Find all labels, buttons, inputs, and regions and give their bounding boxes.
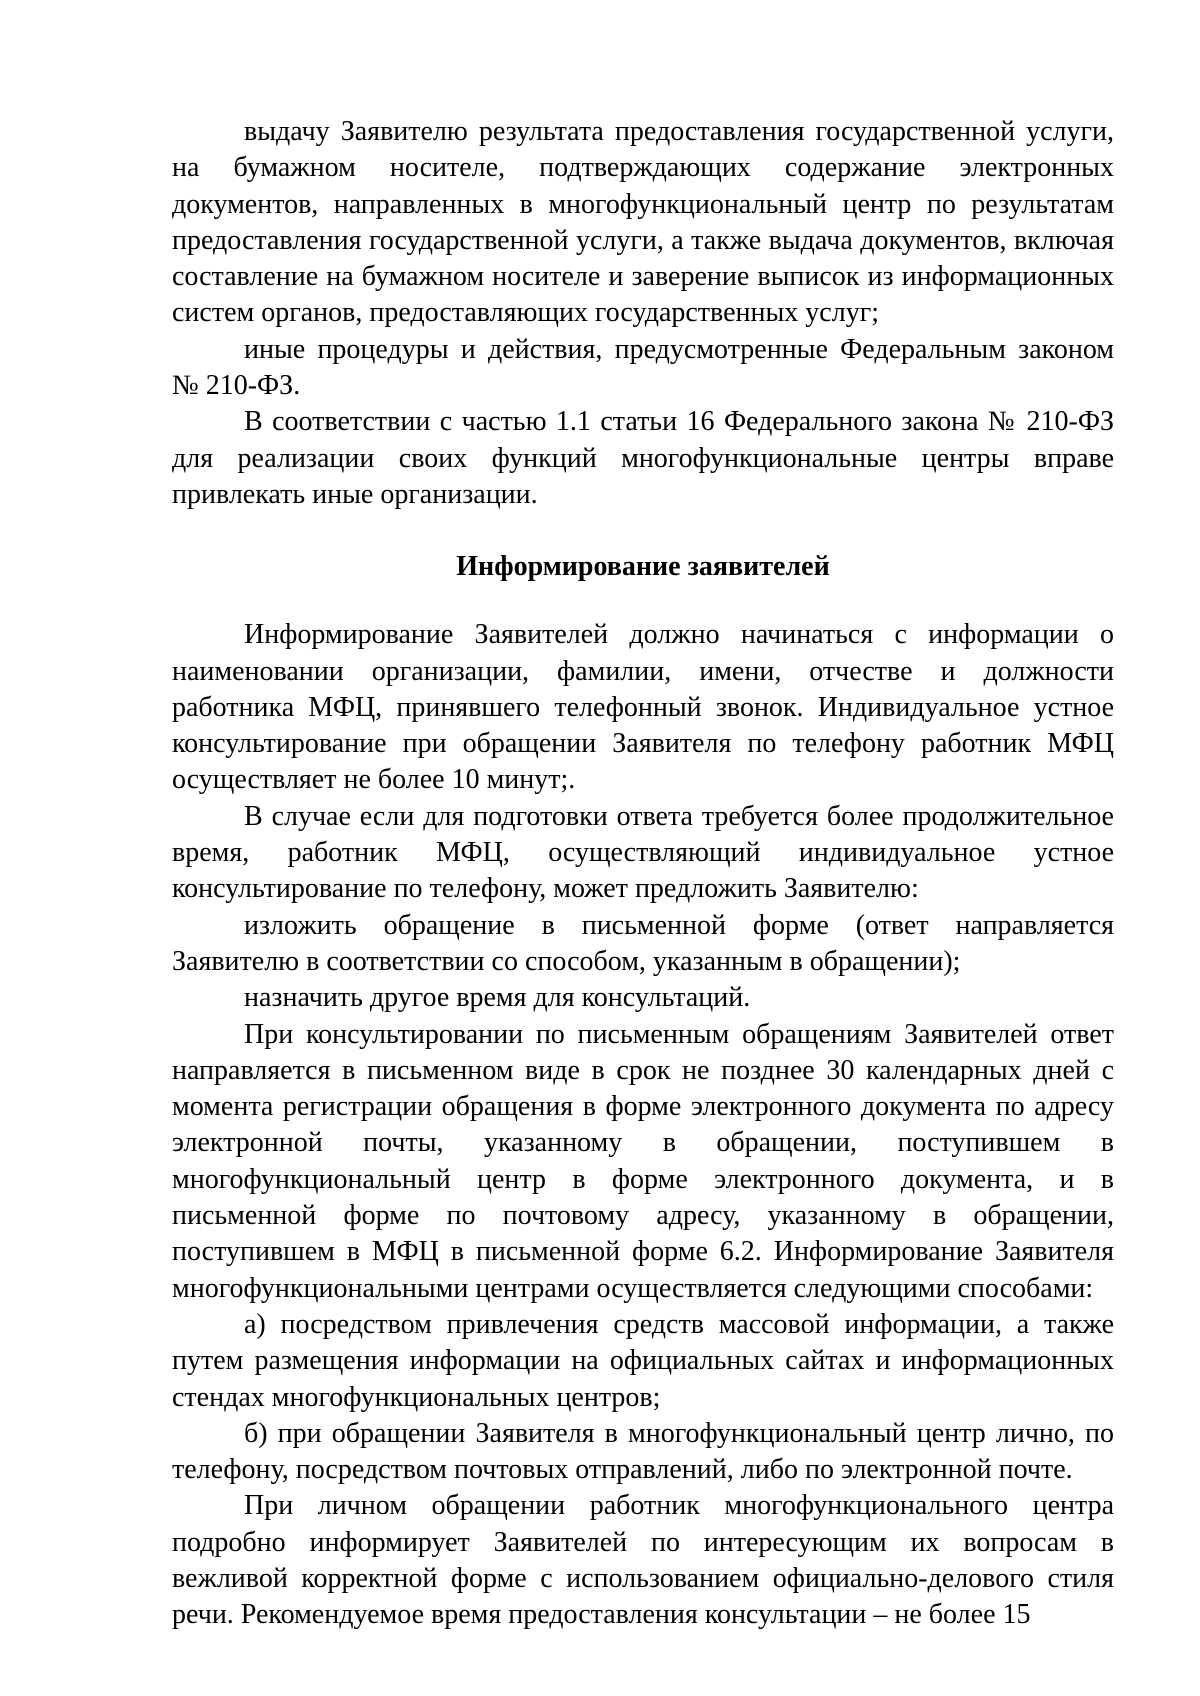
paragraph-written-appeal: изложить обращение в письменной форме (ответ направляется Заявителю в соответствии со способом, указанным в обращении); xyxy=(172,909,1114,977)
paragraph-longer-time: В случае если для подготовки ответа требуется более продолжительное время, работник МФЦ, осуществляющий индивидуальное устное консультирование по телефону, может предложить Заявителю: xyxy=(172,800,1114,905)
paragraph-personal-consultation: При личном обращении работник многофункционального центра подробно информирует Заявителей по интересующим их вопросам в вежливой корректной форме с использованием официально-делового стиля речи. Рекомендуемое время предоставления консультации – не более 15 xyxy=(172,1490,1114,1631)
document-page xyxy=(172,114,1114,1634)
paragraph-written-answers: При консультировании по письменным обращениям Заявителей ответ направляется в письменном виде в срок не позднее 30 календарных дней с момента регистрации обращения в форме электронного документа по адресу электронной почты, указанному в обращении, поступившем в многофункциональный центр в форме электронного документа, и в письменной форме по почтовому адресу, указанному в обращении, поступившем в МФЦ в письменной форме 6.2. Информирование Заявителя многофункциональными центрами осуществляется следующими способами: xyxy=(172,1018,1114,1304)
paragraph-other-time: назначить другое время для консультаций. xyxy=(244,982,751,1014)
paragraph-personal-appeal: б) при обращении Заявителя в многофункциональный центр лично, по телефону, посредством почтовых отправлений, либо по электронной почте. xyxy=(172,1417,1114,1486)
paragraph-other-procedures: иные процедуры и действия, предусмотренные Федеральным законом № 210-ФЗ. xyxy=(172,333,1114,402)
paragraph-phone-informing: Информирование Заявителей должно начинаться с информации о наименовании организации, фамилии, имени, отчестве и должности работника МФЦ, принявшего телефонный звонок. Индивидуальное устное консультирование при обращении Заявителя по телефону работник МФЦ осуществляет не более 10 минут;. xyxy=(172,619,1114,796)
paragraph-mass-media: а) посредством привлечения средств массовой информации, а также путем размещения информации на официальных сайтах и информационных стендах многофункциональных центров; xyxy=(172,1308,1114,1413)
section-heading: Информирование заявителей xyxy=(456,551,830,583)
paragraph-other-organizations: В соответствии с частью 1.1 статьи 16 Федерального закона № 210-ФЗ для реализации своих функций многофункциональные центры вправе привлекать иные организации. xyxy=(172,406,1114,510)
paragraph-issuance: выдачу Заявителю результата предоставления государственной услуги, на бумажном носителе, подтверждающих содержание электронных документов, направленных в многофункциональный центр по результатам предоставления государственной услуги, а также выдача документов, включая составление на бумажном носителе и заверение выписок из информационных систем органов, предоставляющих государственных услуг; xyxy=(172,116,1114,329)
